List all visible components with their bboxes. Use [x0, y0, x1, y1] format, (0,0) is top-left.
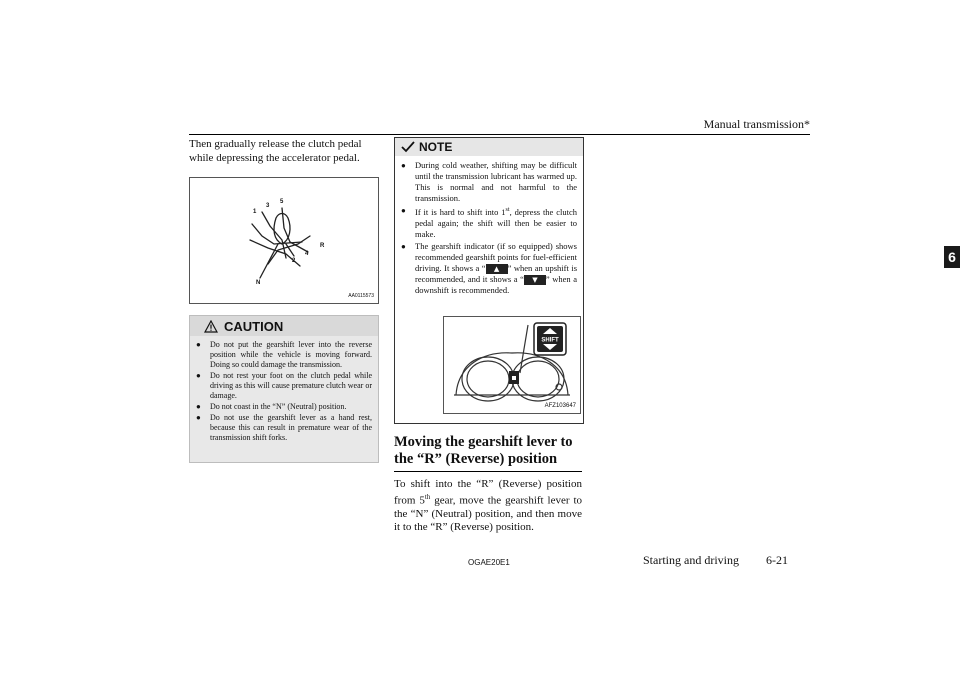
caution-list — [190, 336, 378, 443]
note-title: NOTE — [419, 140, 453, 154]
note-header — [395, 138, 583, 156]
figure-code: AA0115573 — [348, 293, 374, 299]
note-item-first-gear — [401, 205, 577, 240]
caution-header — [190, 316, 378, 336]
header-rule — [189, 134, 810, 135]
note-item2-text-end: , depress the clutch pedal again; the shift will then be easier to make. — [415, 206, 577, 239]
gear-label-2: 2 — [292, 258, 296, 264]
instrument-cluster-illustration — [444, 317, 580, 413]
figure2-code: AFZ103647 — [544, 403, 576, 409]
note-check-icon — [401, 141, 415, 153]
caution-item: ● Do not use the gearshift lever as a hand rest, because this can result in premature wear of the transmission shift forks. — [196, 413, 372, 443]
section-heading-rule — [394, 471, 582, 472]
note-box — [394, 137, 584, 424]
warning-triangle-icon — [204, 320, 218, 333]
gearshift-pattern-illustration — [190, 178, 378, 303]
section-body-sup: th — [424, 493, 431, 501]
footer-section-title: Starting and driving — [643, 553, 739, 567]
upshift-indicator-icon: ▲ — [486, 264, 508, 274]
gear-label-4: 4 — [305, 251, 309, 257]
caution-title: CAUTION — [224, 318, 284, 334]
note-item-gearshift-indicator — [401, 241, 577, 296]
page-header-title: Manual transmission* — [703, 117, 810, 131]
gearshift-indicator-figure — [443, 316, 581, 414]
note-item2-text: If it is hard to shift into 1 — [415, 206, 506, 217]
caution-item: ● Do not coast in the “N” (Neutral) position. — [196, 402, 372, 412]
gear-label-1: 1 — [253, 209, 257, 215]
document-code: OGAE20E1 — [468, 558, 510, 567]
note-item3-text-b: ” when an upshift is recommended, and it shows a “ — [415, 262, 577, 284]
section-heading: Moving the gearshift lever to the “R” (Reverse) position — [394, 434, 573, 467]
chapter-tab: 6 — [944, 246, 960, 268]
section-body-text: To shift into the “R” (Reverse) position from 5 — [394, 478, 582, 507]
note-item-cold-weather: ● During cold weather, shifting may be difficult until the transmission lubricant has warmed up. This is normal and not harmful to the transmission. — [401, 160, 577, 204]
caution-item: ● Do not put the gearshift lever into the reverse position while the vehicle is moving forward. Doing so could damage the transmission. — [196, 340, 372, 370]
caution-item: ● Do not rest your foot on the clutch pedal while driving as this will cause premature clutch wear or damage. — [196, 371, 372, 401]
gear-label-5: 5 — [280, 199, 284, 205]
caution-box — [189, 315, 379, 463]
note-item3-text-a: The gearshift indicator (if so equipped) shows recommended gearshift points for fuel-efficient driving. It shows a “ — [415, 240, 577, 273]
note-item2-sup: st — [505, 207, 510, 213]
page-number: 6-21 — [766, 553, 788, 567]
intro-paragraph: Then gradually release the clutch pedal while depressing the accelerator pedal. — [189, 138, 362, 164]
gear-label-n: N — [256, 280, 261, 286]
gear-label-3: 3 — [266, 203, 270, 209]
shift-indicator-label: SHIFT — [541, 337, 559, 344]
gear-label-r: R — [320, 243, 325, 249]
section-body-text-end: gear, move the gearshift lever to the “N” (Neutral) position, and then move it to the “R” (Reverse) position. — [394, 494, 583, 533]
gearshift-pattern-figure — [189, 177, 379, 304]
note-list — [395, 156, 583, 296]
note-item3-text-c: ” when a downshift is recommended. — [415, 273, 577, 295]
section-body — [394, 478, 582, 534]
downshift-indicator-icon: ▼ — [524, 275, 546, 285]
